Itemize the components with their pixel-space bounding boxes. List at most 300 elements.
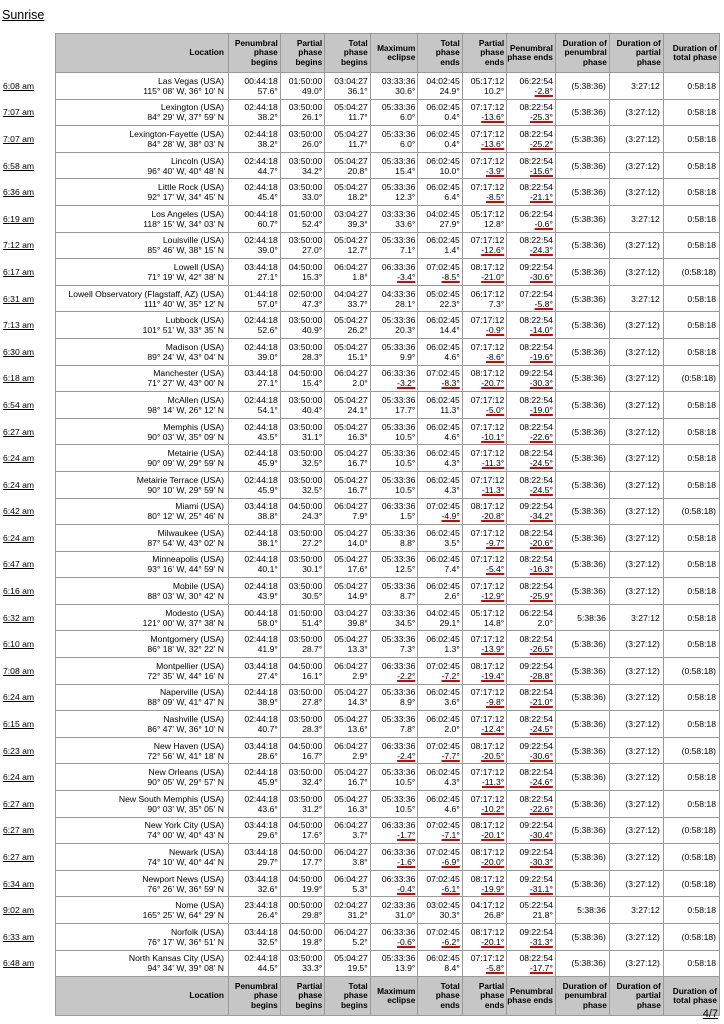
time-cell-partial-begins <box>280 844 324 871</box>
duration-penumbral-cell: (5:38:36) <box>555 844 609 871</box>
duration-total-cell: 0:58:18 <box>663 578 719 605</box>
table-row <box>2 711 720 738</box>
location-name: Montgomery (USA) <box>150 634 224 645</box>
event-time: 03:44:18 <box>244 847 278 858</box>
moon-altitude: 38.2° <box>257 138 278 149</box>
event-time: 06:02:45 <box>426 448 460 459</box>
event-time: 03:04:27 <box>334 607 368 618</box>
time-cell-penumbral-ends <box>507 392 556 419</box>
event-time: 03:44:18 <box>244 926 278 937</box>
time-cell-partial-begins <box>280 525 324 552</box>
time-cell-penumbral-begins <box>228 897 280 924</box>
event-time: 04:50:00 <box>288 926 323 937</box>
location-name: Lincoln (USA) <box>170 155 224 166</box>
event-time: 02:44:18 <box>244 581 278 592</box>
duration-partial-cell: (3:27:12) <box>609 844 663 871</box>
location-cell <box>56 418 228 445</box>
event-time: 23:44:18 <box>244 900 278 911</box>
duration-penumbral-cell: (5:38:36) <box>555 551 609 578</box>
event-time: 03:50:00 <box>288 155 323 166</box>
moon-altitude: 51.4° <box>302 617 323 628</box>
event-time: 03:50:00 <box>288 394 323 405</box>
column-header-total-begins: Total phase begins <box>325 977 371 1016</box>
sunrise-time-link[interactable]: 6:47 am <box>3 559 35 570</box>
sunrise-time-link[interactable]: 6:16 am <box>3 586 35 597</box>
event-time: 03:50:00 <box>288 687 323 698</box>
sunrise-time-link[interactable]: 6:31 am <box>3 293 35 304</box>
event-time: 06:33:36 <box>381 873 416 884</box>
moon-altitude: -21.1° <box>529 192 553 203</box>
table-row <box>2 152 720 179</box>
moon-altitude: 8.9° <box>399 697 416 708</box>
table-row <box>2 365 720 392</box>
event-time: 06:02:45 <box>426 315 460 326</box>
time-cell-partial-begins <box>280 338 324 365</box>
moon-altitude: -24.3° <box>529 245 553 256</box>
time-cell-penumbral-ends <box>507 312 556 339</box>
sunrise-column-heading[interactable]: Sunrise <box>2 8 45 22</box>
event-time: 02:04:27 <box>334 900 368 911</box>
event-time: 07:17:12 <box>470 448 505 459</box>
event-time: 07:02:45 <box>426 740 460 751</box>
event-time: 04:02:45 <box>426 208 460 219</box>
sunrise-time-link[interactable]: 6:42 am <box>3 506 35 517</box>
event-time: 04:50:00 <box>288 873 323 884</box>
duration-partial-cell: 3:27:12 <box>609 285 663 312</box>
event-time: 04:50:00 <box>288 847 323 858</box>
event-time: 03:33:36 <box>381 607 416 618</box>
moon-altitude: -4.9° <box>441 511 460 522</box>
event-time: 02:44:18 <box>244 714 278 725</box>
column-header-duration-partial: Duration of partial phase <box>609 34 663 73</box>
sunrise-time-link[interactable]: 6:24 am <box>3 453 35 464</box>
moon-altitude: -3.9° <box>485 165 505 176</box>
duration-penumbral-cell: (5:38:36) <box>555 764 609 791</box>
location-coordinates: 71° 27' W, 43° 00' N <box>147 378 224 389</box>
event-time: 03:50:00 <box>288 474 323 485</box>
location-name: Nome (USA) <box>175 900 224 911</box>
time-cell-partial-ends <box>462 817 506 844</box>
duration-total-cell: (0:58:18) <box>663 259 719 286</box>
sunrise-time-link[interactable]: 6:34 am <box>3 878 35 889</box>
time-cell-penumbral-begins <box>228 99 280 126</box>
event-time: 03:50:00 <box>288 448 323 459</box>
event-time: 05:04:27 <box>334 793 368 804</box>
time-cell-total-ends <box>418 525 462 552</box>
time-cell-penumbral-ends <box>507 498 556 525</box>
table-row <box>2 551 720 578</box>
moon-altitude: -7.7° <box>441 750 460 761</box>
event-time: 02:44:18 <box>244 421 278 432</box>
moon-altitude: -25.9° <box>529 591 553 602</box>
time-cell-partial-ends <box>462 924 506 951</box>
duration-penumbral-cell: (5:38:36) <box>555 285 609 312</box>
moon-altitude: 28.3° <box>302 724 323 735</box>
moon-altitude: 28.7° <box>302 644 323 655</box>
event-time: 03:50:00 <box>288 793 323 804</box>
time-cell-penumbral-ends <box>507 844 556 871</box>
duration-penumbral-cell: (5:38:36) <box>555 525 609 552</box>
time-cell-penumbral-ends <box>507 897 556 924</box>
moon-altitude: 31.2° <box>302 803 323 814</box>
time-cell-total-begins <box>325 551 371 578</box>
time-cell-total-begins <box>325 791 371 818</box>
time-cell-penumbral-ends <box>507 711 556 738</box>
event-time: 08:22:54 <box>519 341 553 352</box>
event-time: 05:04:27 <box>334 953 368 964</box>
moon-altitude: 9.9° <box>399 351 416 362</box>
sunrise-time-link[interactable]: 6:24 am <box>3 479 35 490</box>
moon-altitude: -6.2° <box>441 936 460 947</box>
table-row <box>2 471 720 498</box>
location-coordinates: 165° 25' W, 64° 29' N <box>142 910 224 921</box>
event-time: 05:04:27 <box>334 448 368 459</box>
sunrise-time-link[interactable]: 6:08 am <box>3 80 35 91</box>
sunrise-time-link[interactable]: 6:27 am <box>3 798 35 809</box>
event-time: 08:22:54 <box>519 102 553 113</box>
location-coordinates: 89° 24' W, 43° 04' N <box>147 351 224 362</box>
time-cell-total-ends <box>418 232 462 259</box>
moon-altitude: -5.8° <box>485 963 505 974</box>
location-cell <box>56 764 228 791</box>
time-cell-penumbral-begins <box>228 232 280 259</box>
moon-altitude: 14.4° <box>439 325 460 336</box>
time-cell-maximum-eclipse <box>370 418 418 445</box>
duration-partial-cell: (3:27:12) <box>609 338 663 365</box>
table-row <box>2 312 720 339</box>
moon-altitude: 32.4° <box>302 777 323 788</box>
time-cell-penumbral-begins <box>228 498 280 525</box>
duration-total-cell: 0:58:18 <box>663 471 719 498</box>
moon-altitude: -30.6° <box>529 750 553 761</box>
event-time: 08:17:12 <box>470 368 505 379</box>
moon-altitude: -0.6° <box>397 936 416 947</box>
sunrise-time-link[interactable]: 6:54 am <box>3 399 35 410</box>
moon-altitude: 4.3° <box>444 484 460 495</box>
sunrise-time-link[interactable]: 6:15 am <box>3 719 35 730</box>
event-time: 03:44:18 <box>244 820 278 831</box>
moon-altitude: -16.3° <box>529 564 553 575</box>
event-time: 01:44:18 <box>244 288 278 299</box>
moon-altitude: -6.1° <box>441 883 460 894</box>
sunrise-time-link[interactable]: 6:24 am <box>3 772 35 783</box>
time-cell-total-begins <box>325 365 371 392</box>
moon-altitude: 8.4° <box>444 963 460 974</box>
moon-altitude: 13.3° <box>347 644 368 655</box>
event-time: 05:33:36 <box>381 102 416 113</box>
time-cell-penumbral-begins <box>228 578 280 605</box>
sunrise-time-link[interactable]: 7:07 am <box>3 107 35 118</box>
column-header-penumbral-begins: Penumbral phase begins <box>228 977 280 1016</box>
table-row <box>2 604 720 631</box>
location-coordinates: 71° 19' W, 42° 38' N <box>147 271 224 282</box>
duration-partial-cell: (3:27:12) <box>609 418 663 445</box>
moon-altitude: 26.4° <box>257 910 278 921</box>
event-time: 03:04:27 <box>334 75 368 86</box>
event-time: 05:04:27 <box>334 182 368 193</box>
time-cell-penumbral-ends <box>507 658 556 685</box>
time-cell-total-begins <box>325 152 371 179</box>
moon-altitude: 32.5° <box>302 484 323 495</box>
duration-total-cell: 0:58:18 <box>663 764 719 791</box>
duration-total-cell: (0:58:18) <box>663 924 719 951</box>
time-cell-partial-begins <box>280 365 324 392</box>
duration-penumbral-cell: (5:38:36) <box>555 152 609 179</box>
location-cell <box>56 737 228 764</box>
time-cell-maximum-eclipse <box>370 99 418 126</box>
moon-altitude: -25.3° <box>529 112 553 123</box>
time-cell-partial-begins <box>280 73 324 100</box>
column-header-partial-ends: Partial phase ends <box>462 34 506 73</box>
sunrise-time-link[interactable]: 6:58 am <box>3 160 35 171</box>
time-cell-total-ends <box>418 471 462 498</box>
moon-altitude: 4.6° <box>444 351 460 362</box>
duration-penumbral-cell: (5:38:36) <box>555 498 609 525</box>
moon-altitude: 14.9° <box>347 591 368 602</box>
sunrise-time-link[interactable]: 6:24 am <box>3 532 35 543</box>
time-cell-maximum-eclipse <box>370 658 418 685</box>
time-cell-penumbral-begins <box>228 392 280 419</box>
table-row <box>2 791 720 818</box>
moon-altitude: -13.6° <box>481 138 505 149</box>
time-cell-maximum-eclipse <box>370 285 418 312</box>
sunrise-time-link[interactable]: 6:18 am <box>3 373 35 384</box>
moon-altitude: 7.8° <box>399 724 416 735</box>
time-cell-penumbral-begins <box>228 817 280 844</box>
time-cell-penumbral-ends <box>507 259 556 286</box>
moon-altitude: -2.4° <box>397 750 416 761</box>
table-row <box>2 99 720 126</box>
location-name: Newport News (USA) <box>142 873 224 884</box>
moon-altitude: 22.3° <box>439 298 460 309</box>
moon-altitude: 10.5° <box>395 803 416 814</box>
table-row <box>2 578 720 605</box>
event-time: 05:33:36 <box>381 793 416 804</box>
time-cell-partial-begins <box>280 126 324 153</box>
table-header-row <box>2 34 720 73</box>
duration-total-cell: 0:58:18 <box>663 232 719 259</box>
moon-altitude: 18.2° <box>347 192 368 203</box>
event-time: 06:02:45 <box>426 341 460 352</box>
location-coordinates: 94° 34' W, 39° 08' N <box>147 963 224 974</box>
duration-partial-cell: (3:27:12) <box>609 471 663 498</box>
sunrise-time-link[interactable]: 6:30 am <box>3 346 35 357</box>
sunrise-time-link[interactable]: 6:23 am <box>3 745 35 756</box>
sunrise-time-link[interactable]: 6:10 am <box>3 639 35 650</box>
duration-total-cell: 0:58:18 <box>663 897 719 924</box>
moon-altitude: -21.0° <box>529 697 553 708</box>
sunrise-time-link[interactable]: 6:17 am <box>3 266 35 277</box>
duration-partial-cell: (3:27:12) <box>609 737 663 764</box>
time-cell-penumbral-begins <box>228 631 280 658</box>
column-header-duration-penumbral: Duration of penumbral phase <box>555 34 609 73</box>
time-cell-partial-ends <box>462 285 506 312</box>
time-cell-penumbral-begins <box>228 285 280 312</box>
time-cell-total-begins <box>325 418 371 445</box>
location-name: Milwaukee (USA) <box>157 527 224 538</box>
time-cell-total-begins <box>325 737 371 764</box>
moon-altitude: 40.7° <box>257 724 278 735</box>
column-header-location: Location <box>56 34 228 73</box>
sunrise-time-link[interactable]: 6:27 am <box>3 426 35 437</box>
sunrise-time-link[interactable]: 6:33 am <box>3 931 35 942</box>
moon-altitude: 16.1° <box>302 670 323 681</box>
event-time: 03:50:00 <box>288 953 323 964</box>
event-time: 03:04:27 <box>334 208 368 219</box>
duration-total-cell: (0:58:18) <box>663 817 719 844</box>
duration-partial-cell: (3:27:12) <box>609 950 663 977</box>
time-cell-penumbral-begins <box>228 152 280 179</box>
time-cell-total-ends <box>418 870 462 897</box>
moon-altitude: -2.2° <box>397 670 416 681</box>
event-time: 03:50:00 <box>288 634 323 645</box>
duration-total-cell: 0:58:18 <box>663 205 719 232</box>
location-coordinates: 87° 54' W, 43° 02' N <box>147 537 224 548</box>
moon-altitude: -30.6° <box>529 271 553 282</box>
location-cell <box>56 445 228 472</box>
location-cell <box>56 684 228 711</box>
event-time: 00:50:00 <box>288 900 323 911</box>
time-cell-partial-begins <box>280 950 324 977</box>
time-cell-penumbral-ends <box>507 126 556 153</box>
moon-altitude: -24.5° <box>529 724 553 735</box>
moon-altitude: 33.7° <box>347 298 368 309</box>
time-cell-penumbral-ends <box>507 445 556 472</box>
time-cell-partial-ends <box>462 844 506 871</box>
time-cell-partial-ends <box>462 73 506 100</box>
event-time: 05:04:27 <box>334 634 368 645</box>
event-time: 08:22:54 <box>519 474 553 485</box>
event-time: 08:22:54 <box>519 315 553 326</box>
column-header-duration-total: Duration of total phase <box>663 977 719 1016</box>
time-cell-total-ends <box>418 418 462 445</box>
time-cell-partial-begins <box>280 897 324 924</box>
time-cell-maximum-eclipse <box>370 551 418 578</box>
time-cell-total-begins <box>325 498 371 525</box>
duration-partial-cell: (3:27:12) <box>609 525 663 552</box>
location-coordinates: 92° 17' W, 34° 45' N <box>147 192 224 203</box>
sunrise-time-link[interactable]: 7:07 am <box>3 133 35 144</box>
moon-altitude: 31.0° <box>395 910 416 921</box>
time-cell-total-ends <box>418 578 462 605</box>
event-time: 02:44:18 <box>244 182 278 193</box>
event-time: 05:04:27 <box>334 687 368 698</box>
moon-altitude: 19.9° <box>302 883 323 894</box>
moon-altitude: 26.0° <box>302 138 323 149</box>
duration-penumbral-cell: 5:38:36 <box>555 604 609 631</box>
moon-altitude: 14.8° <box>484 617 505 628</box>
duration-total-cell: (0:58:18) <box>663 365 719 392</box>
moon-altitude: 7.4° <box>444 564 460 575</box>
moon-altitude: 0.4° <box>444 138 460 149</box>
location-cell <box>56 844 228 871</box>
event-time: 02:33:36 <box>381 900 416 911</box>
time-cell-penumbral-begins <box>228 791 280 818</box>
event-time: 06:02:45 <box>426 394 460 405</box>
duration-penumbral-cell: 5:38:36 <box>555 897 609 924</box>
column-header-penumbral-ends: Penumbral phase ends <box>507 977 556 1016</box>
time-cell-penumbral-ends <box>507 578 556 605</box>
duration-partial-cell: (3:27:12) <box>609 498 663 525</box>
time-cell-penumbral-ends <box>507 764 556 791</box>
time-cell-partial-begins <box>280 870 324 897</box>
event-time: 02:44:18 <box>244 448 278 459</box>
duration-partial-cell: 3:27:12 <box>609 205 663 232</box>
sunrise-time-link[interactable]: 6:36 am <box>3 187 35 198</box>
event-time: 07:17:12 <box>470 581 505 592</box>
event-time: 07:02:45 <box>426 820 460 831</box>
event-time: 09:22:54 <box>519 847 553 858</box>
sunrise-time-link[interactable]: 7:12 am <box>3 240 35 251</box>
event-time: 06:04:27 <box>334 660 368 671</box>
time-cell-total-ends <box>418 604 462 631</box>
moon-altitude: -34.2° <box>529 511 553 522</box>
event-time: 03:50:00 <box>288 182 323 193</box>
sunrise-time-link[interactable]: 6:27 am <box>3 825 35 836</box>
sunrise-time-link[interactable]: 6:27 am <box>3 852 35 863</box>
moon-altitude: 13.6° <box>347 724 368 735</box>
moon-altitude: 28.6° <box>257 750 278 761</box>
location-cell <box>56 950 228 977</box>
duration-total-cell: 0:58:18 <box>663 551 719 578</box>
duration-penumbral-cell: (5:38:36) <box>555 73 609 100</box>
sunrise-time-link[interactable]: 7:08 am <box>3 665 35 676</box>
time-cell-partial-ends <box>462 658 506 685</box>
moon-altitude: 2.6° <box>444 591 460 602</box>
time-cell-maximum-eclipse <box>370 950 418 977</box>
moon-altitude: 27.8° <box>302 697 323 708</box>
time-cell-partial-ends <box>462 205 506 232</box>
table-footer-header-row <box>2 977 720 1016</box>
location-name: Mobile (USA) <box>172 581 224 592</box>
event-time: 06:33:36 <box>381 926 416 937</box>
location-coordinates: 101° 51' W, 33° 35' N <box>142 325 224 336</box>
moon-altitude: 54.1° <box>257 404 278 415</box>
sunrise-time-link[interactable]: 6:24 am <box>3 692 35 703</box>
event-time: 03:50:00 <box>288 235 323 246</box>
moon-altitude: 24.9° <box>439 85 460 96</box>
sunrise-time-link[interactable]: 6:19 am <box>3 213 35 224</box>
moon-altitude: 3.7° <box>352 830 368 841</box>
moon-altitude: 6.4° <box>444 192 460 203</box>
duration-penumbral-cell: (5:38:36) <box>555 817 609 844</box>
duration-total-cell: 0:58:18 <box>663 711 719 738</box>
moon-altitude: 17.7° <box>395 404 416 415</box>
table-row <box>2 338 720 365</box>
sunrise-time-link[interactable]: 6:32 am <box>3 612 35 623</box>
location-coordinates: 111° 40' W, 35° 12' N <box>143 298 224 309</box>
event-time: 05:04:27 <box>334 527 368 538</box>
sunrise-time-link[interactable]: 7:13 am <box>3 320 35 331</box>
location-name: New Orleans (USA) <box>148 767 224 778</box>
sunrise-time-link[interactable]: 9:02 am <box>3 905 35 916</box>
event-time: 02:44:18 <box>244 634 278 645</box>
event-time: 05:04:27 <box>334 315 368 326</box>
event-time: 06:02:45 <box>426 793 460 804</box>
time-cell-partial-ends <box>462 179 506 206</box>
time-cell-partial-ends <box>462 338 506 365</box>
sunrise-time-link[interactable]: 6:48 am <box>3 958 35 969</box>
duration-total-cell: 0:58:18 <box>663 445 719 472</box>
location-cell <box>56 658 228 685</box>
time-cell-partial-begins <box>280 737 324 764</box>
time-cell-maximum-eclipse <box>370 73 418 100</box>
event-time: 07:17:12 <box>470 527 505 538</box>
table-row <box>2 525 720 552</box>
time-cell-total-ends <box>418 844 462 871</box>
time-cell-total-begins <box>325 205 371 232</box>
time-cell-total-begins <box>325 604 371 631</box>
